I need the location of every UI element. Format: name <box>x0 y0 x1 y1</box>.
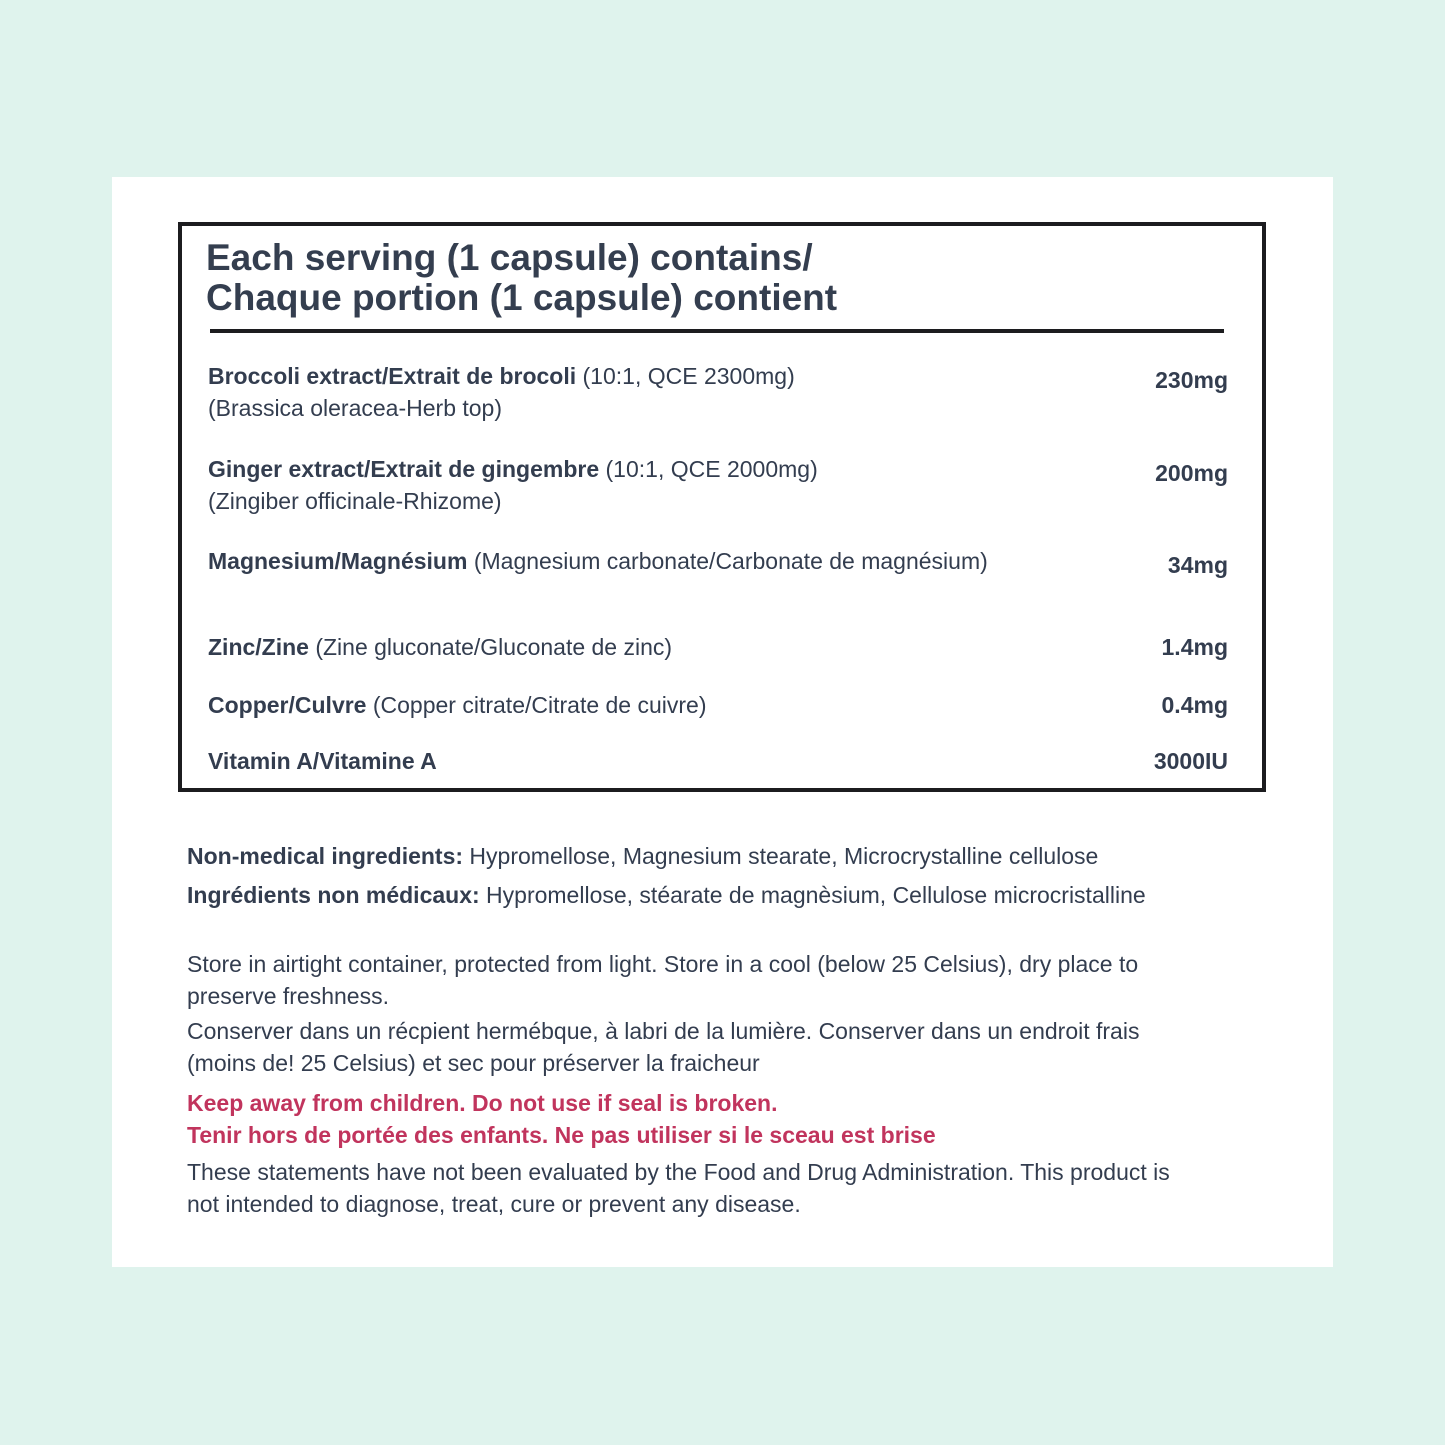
ingredient-subdetail: (Brassica oleracea-Herb top) <box>208 395 503 421</box>
ingredient-detail: (Zine gluconate/Gluconate de zinc) <box>308 634 673 660</box>
supplement-facts-box <box>178 222 1266 792</box>
ingredient-detail: (Magnesium carbonate/Carbonate de magnésium) <box>467 548 988 574</box>
ingredient-name: Magnesium/Magnésium <box>208 548 468 574</box>
ingredient-row-broccoli <box>208 360 1228 424</box>
ingredient-amount: 3000IU <box>1153 748 1228 774</box>
ingredient-name: Ginger extract/Extrait de gingembre <box>208 456 600 482</box>
ingredient-row-vitamin-a <box>208 745 1228 777</box>
facts-title-en: Each serving (1 capsule) contains/ <box>206 237 813 278</box>
ingredient-name: Copper/Culvre <box>208 692 367 718</box>
non-medical-ingredients-en <box>187 840 1297 872</box>
ingredient-subdetail: (Zingiber officinale-Rhizome) <box>208 488 502 514</box>
non-medical-text-fr: Hypromellose, stéarate de magnèsium, Cellulose microcristalline <box>479 882 1146 908</box>
ingredient-description <box>208 545 1008 577</box>
ingredient-description <box>208 689 1008 721</box>
ingredient-name: Broccoli extract/Extrait de brocoli <box>208 363 577 389</box>
non-medical-ingredients-fr <box>187 879 1297 911</box>
warning-en: Keep away from children. Do not use if seal is broken. <box>187 1090 778 1116</box>
ingredient-detail: (10:1, QCE 2300mg) <box>576 363 795 389</box>
ingredient-row-magnesium <box>208 545 1228 577</box>
facts-divider <box>210 329 1224 333</box>
fda-disclaimer: These statements have not been evaluated by the Food and Drug Administration. This product is not intended to diagnose, treat, cure or prevent any disease. <box>187 1159 1170 1217</box>
ingredient-amount: 1.4mg <box>1161 634 1228 660</box>
ingredient-description <box>208 360 1008 424</box>
ingredient-row-ginger <box>208 453 1228 517</box>
label-card <box>112 177 1333 1267</box>
ingredient-amount: 0.4mg <box>1161 692 1228 718</box>
ingredient-detail: (10:1, QCE 2000mg) <box>599 456 818 482</box>
ingredient-description <box>208 631 1008 663</box>
facts-title-fr: Chaque portion (1 capsule) contient <box>206 277 838 318</box>
ingredient-row-zinc <box>208 631 1228 663</box>
non-medical-label-en: Non-medical ingredients: <box>187 843 464 869</box>
ingredient-amount: 230mg <box>1155 367 1228 393</box>
ingredient-name: Vitamin A/Vitamine A <box>208 748 437 774</box>
non-medical-label-fr: Ingrédients non médicaux: <box>187 882 480 908</box>
ingredient-amount: 200mg <box>1155 460 1228 486</box>
ingredient-name: Zinc/Zine <box>208 634 309 660</box>
warning-fr: Tenir hors de portée des enfants. Ne pas utiliser si le sceau est brise <box>187 1122 936 1148</box>
ingredient-description <box>208 745 1008 777</box>
facts-title <box>206 238 837 318</box>
storage-instructions-en: Store in airtight container, protected from light. Store in a cool (below 25 Celsius), dry place to preserve freshness. <box>187 951 1139 1009</box>
storage-instructions-fr: Conserver dans un récpient hermébque, à labri de la lumière. Conserver dans un endroit frais (moins de! 25 Celsius) et sec pour préserver la fraicheur <box>187 1018 1140 1076</box>
warning-text <box>187 1087 1297 1151</box>
ingredient-description <box>208 453 1008 517</box>
non-medical-text-en: Hypromellose, Magnesium stearate, Microcrystalline cellulose <box>463 843 1099 869</box>
ingredient-detail: (Copper citrate/Citrate de cuivre) <box>366 692 707 718</box>
ingredient-row-copper <box>208 689 1228 721</box>
ingredient-amount: 34mg <box>1167 552 1228 578</box>
